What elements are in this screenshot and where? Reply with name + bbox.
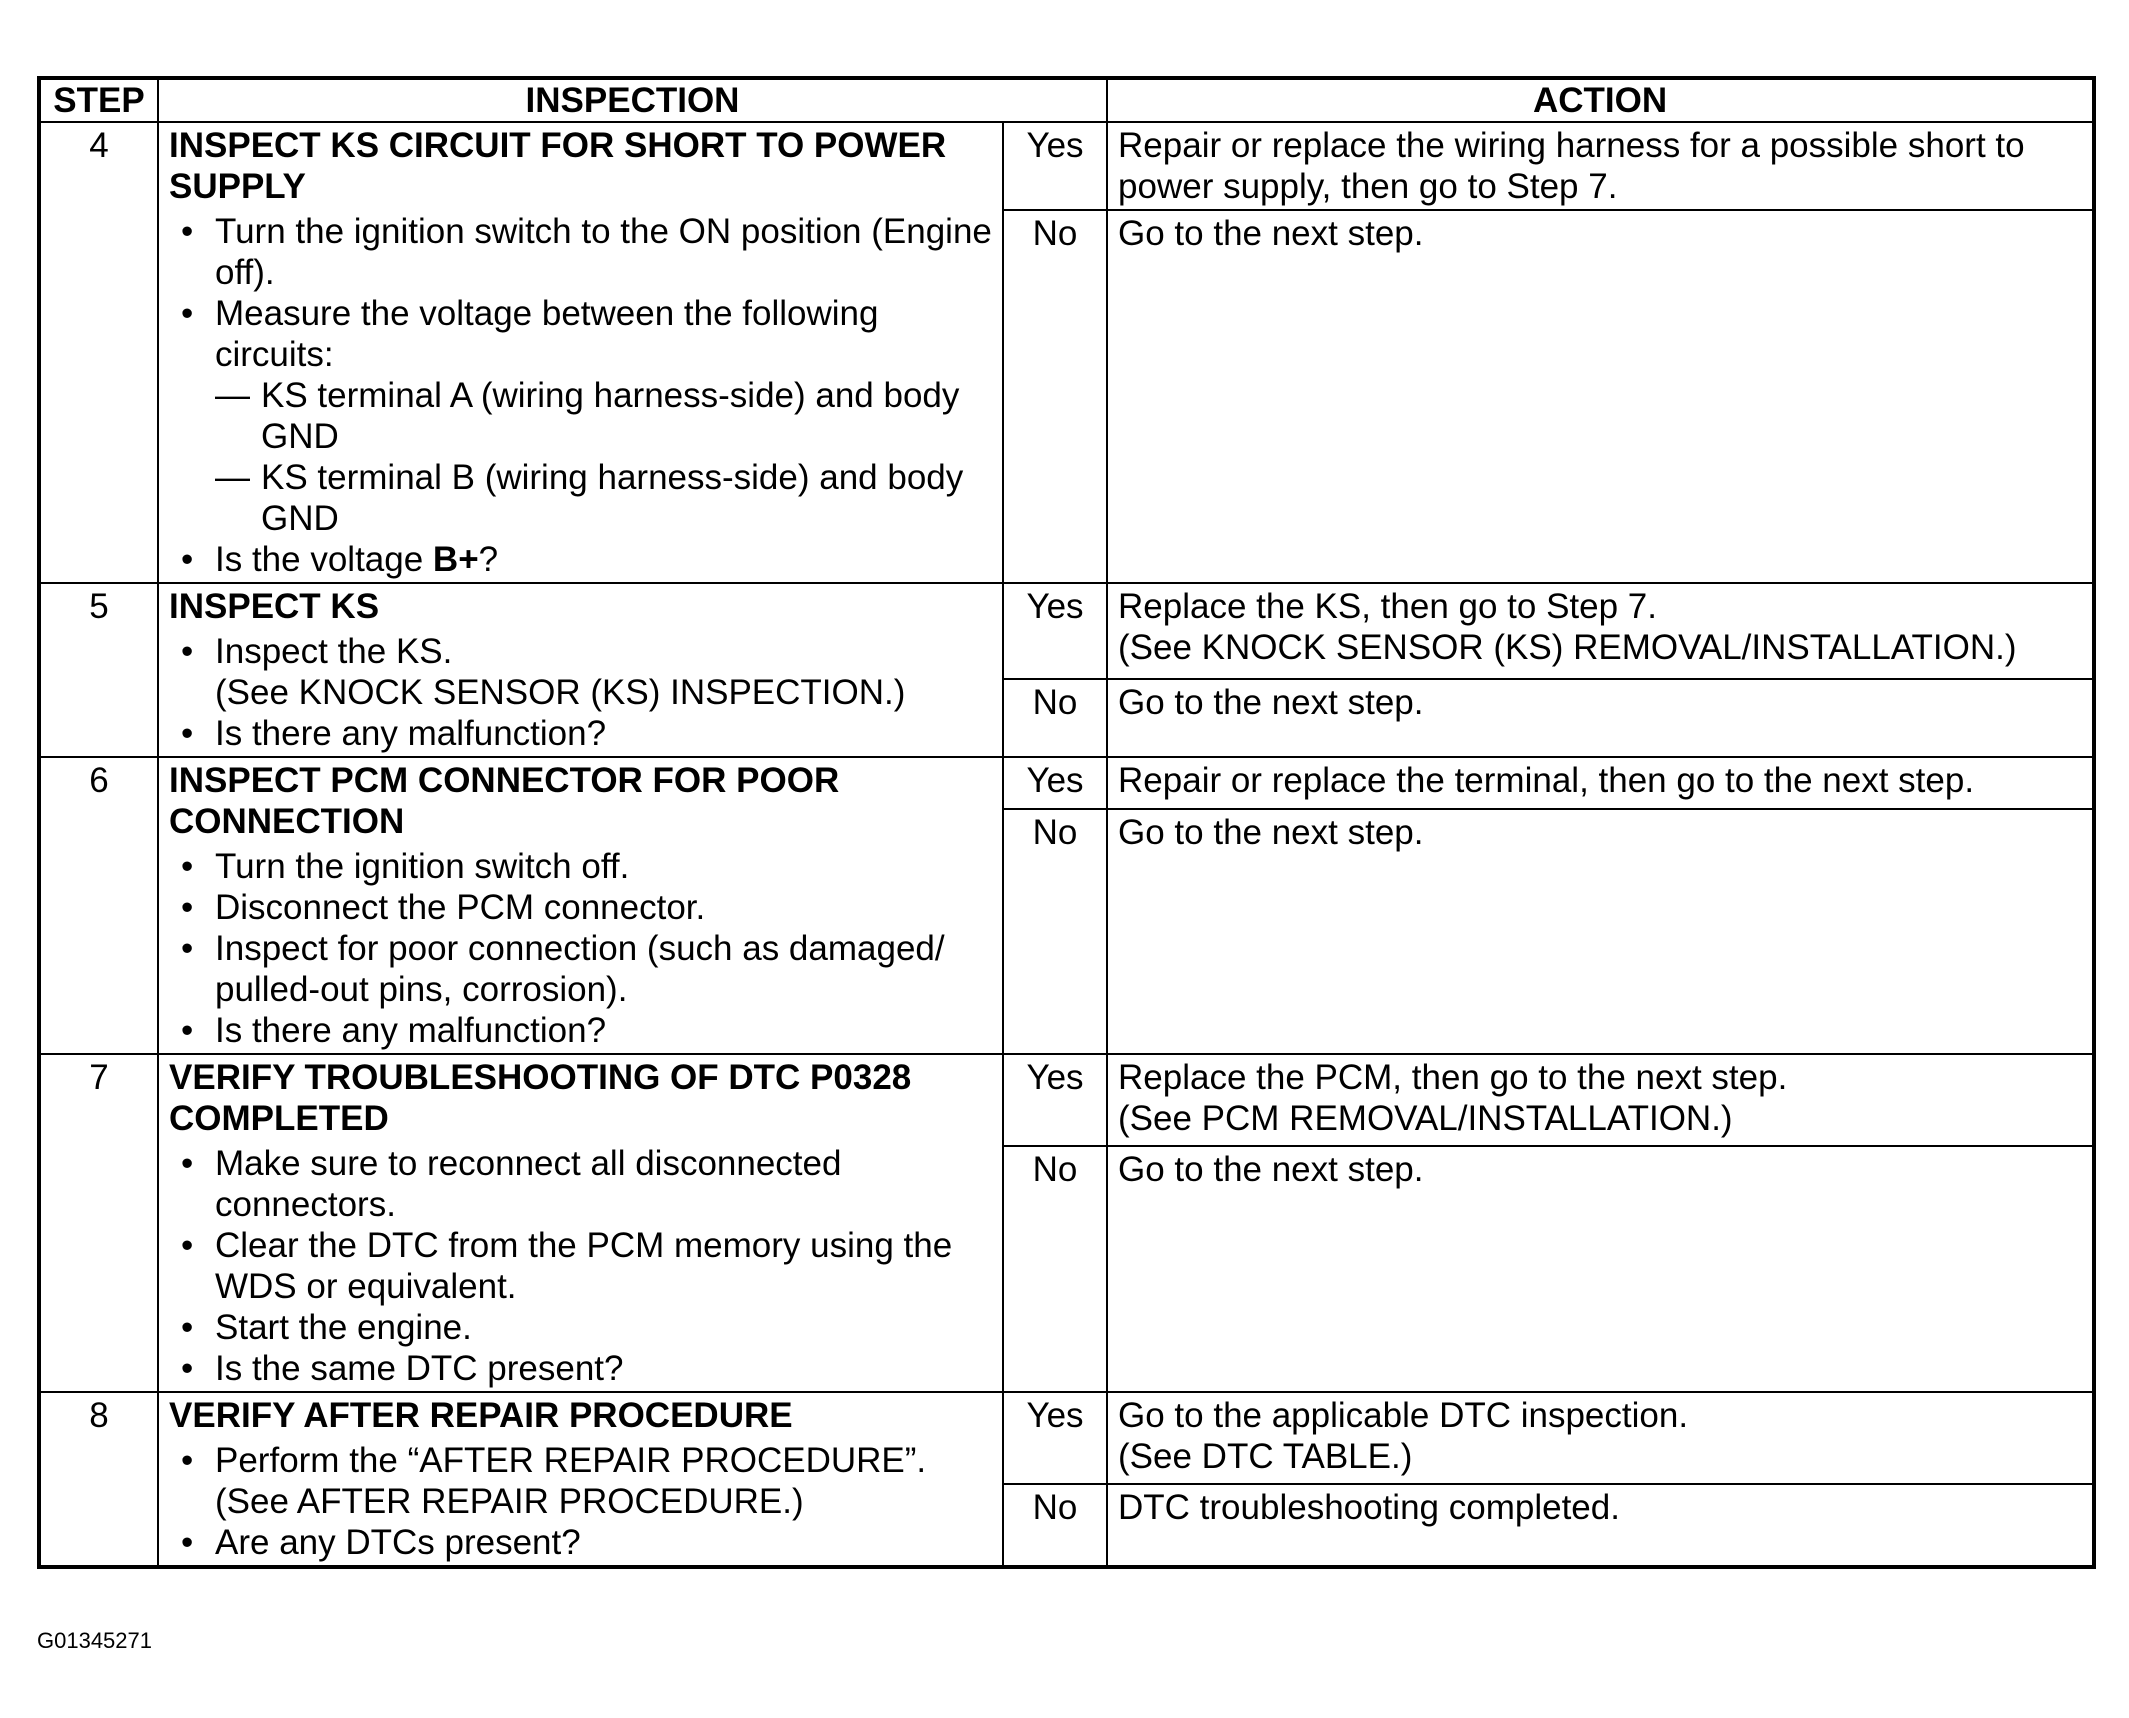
sub-item	[215, 375, 992, 457]
dash-mark: —	[215, 458, 250, 497]
no-label: No	[1003, 809, 1107, 1054]
step-row-7-yes	[39, 1054, 2094, 1146]
yes-label: Yes	[1003, 122, 1107, 210]
step-number: 6	[39, 757, 158, 1054]
step-number: 5	[39, 583, 158, 757]
bullet-item: • Is there any malfunction?	[169, 1010, 992, 1051]
yes-action-cell	[1107, 1054, 2094, 1146]
bullet-note: (See AFTER REPAIR PROCEDURE.)	[215, 1482, 804, 1521]
yes-action: Replace the KS, then go to Step 7.	[1118, 587, 1657, 626]
inspection-cell	[158, 583, 1003, 757]
inspection-title: INSPECT PCM CONNECTOR FOR POOR CONNECTION	[169, 761, 840, 841]
bullet-item: • Turn the ignition switch to the ON position (Engine off).	[169, 211, 992, 293]
bullet-text: Inspect the KS.	[215, 632, 453, 671]
no-action: DTC troubleshooting completed.	[1107, 1484, 2094, 1567]
yes-action-cell	[1107, 583, 2094, 679]
troubleshooting-table	[37, 76, 2096, 1569]
yes-label: Yes	[1003, 1392, 1107, 1484]
yes-action-note: (See DTC TABLE.)	[1118, 1437, 1413, 1476]
sub-item	[215, 457, 992, 539]
no-action: Go to the next step.	[1107, 679, 2094, 757]
no-action: Go to the next step.	[1107, 809, 2094, 1054]
bullet-item: • Is there any malfunction?	[169, 713, 992, 754]
yes-action: Repair or replace the wiring harness for a possible short to power supply, then go to Step 7.	[1107, 122, 2094, 210]
no-label: No	[1003, 1484, 1107, 1567]
no-label: No	[1003, 210, 1107, 583]
sub-item-text: KS terminal B (wiring harness-side) and body GND	[261, 458, 964, 538]
bullet-note: (See KNOCK SENSOR (KS) INSPECTION.)	[215, 673, 906, 712]
bullet-item: • Clear the DTC from the PCM memory using the WDS or equivalent.	[169, 1225, 992, 1307]
action-header: ACTION	[1107, 78, 2094, 122]
inspection-cell	[158, 1054, 1003, 1392]
inspection-title: VERIFY TROUBLESHOOTING OF DTC P0328 COMPLETED	[169, 1058, 912, 1138]
step-header: STEP	[39, 78, 158, 122]
question-suffix: ?	[478, 540, 499, 579]
inspection-title: INSPECT KS CIRCUIT FOR SHORT TO POWER SUPPLY	[169, 126, 947, 206]
inspection-header: INSPECTION	[158, 78, 1107, 122]
yes-label: Yes	[1003, 757, 1107, 809]
yes-action-cell	[1107, 1392, 2094, 1484]
bullet-item: • Turn the ignition switch off.	[169, 846, 992, 887]
inspection-cell	[158, 122, 1003, 583]
question-prefix: Is the voltage	[215, 540, 433, 579]
bullet-item: • Start the engine.	[169, 1307, 992, 1348]
question-bold: B+	[432, 540, 479, 579]
inspection-bullets	[169, 631, 992, 754]
yes-action: Replace the PCM, then go to the next step.	[1118, 1058, 1788, 1097]
inspection-bullets	[169, 211, 992, 580]
step-number: 7	[39, 1054, 158, 1392]
bullet-item: • Make sure to reconnect all disconnected connectors.	[169, 1143, 992, 1225]
bullet-item: • Disconnect the PCM connector.	[169, 887, 992, 928]
inspection-bullets	[169, 1143, 992, 1389]
bullet-item: • Inspect for poor connection (such as damaged/ pulled-out pins, corrosion).	[169, 928, 992, 1010]
yes-action-note: (See PCM REMOVAL/INSTALLATION.)	[1118, 1099, 1733, 1138]
inspection-bullets	[169, 846, 992, 1051]
step-row-6-yes	[39, 757, 2094, 809]
bullet-item	[169, 631, 992, 713]
dash-mark: —	[215, 376, 250, 415]
bullet-text: Measure the voltage between the following circuits:	[215, 294, 879, 374]
yes-label: Yes	[1003, 583, 1107, 679]
step-row-8-yes	[39, 1392, 2094, 1484]
figure-id: G01345271	[37, 1628, 152, 1653]
bullet-text: Perform the “AFTER REPAIR PROCEDURE”.	[215, 1441, 927, 1480]
bullet-item: • Are any DTCs present?	[169, 1522, 992, 1563]
header-row	[39, 78, 2094, 122]
bullet-item	[169, 293, 992, 539]
step-number: 8	[39, 1392, 158, 1567]
no-action: Go to the next step.	[1107, 210, 2094, 583]
step-row-5-yes	[39, 583, 2094, 679]
no-label: No	[1003, 679, 1107, 757]
inspection-cell	[158, 757, 1003, 1054]
step-row-4-yes	[39, 122, 2094, 210]
sub-item-text: KS terminal A (wiring harness-side) and body GND	[261, 376, 960, 456]
step-number: 4	[39, 122, 158, 583]
yes-action-note: (See KNOCK SENSOR (KS) REMOVAL/INSTALLATION.)	[1118, 628, 2017, 667]
inspection-title: VERIFY AFTER REPAIR PROCEDURE	[169, 1396, 793, 1435]
bullet-item: • Is the same DTC present?	[169, 1348, 992, 1389]
no-label: No	[1003, 1146, 1107, 1392]
no-action: Go to the next step.	[1107, 1146, 2094, 1392]
yes-action: Repair or replace the terminal, then go to the next step.	[1107, 757, 2094, 809]
yes-label: Yes	[1003, 1054, 1107, 1146]
bullet-item	[169, 1440, 992, 1522]
bullet-item	[169, 539, 992, 580]
yes-action: Go to the applicable DTC inspection.	[1118, 1396, 1689, 1435]
inspection-bullets	[169, 1440, 992, 1563]
inspection-title: INSPECT KS	[169, 587, 380, 626]
inspection-cell	[158, 1392, 1003, 1567]
